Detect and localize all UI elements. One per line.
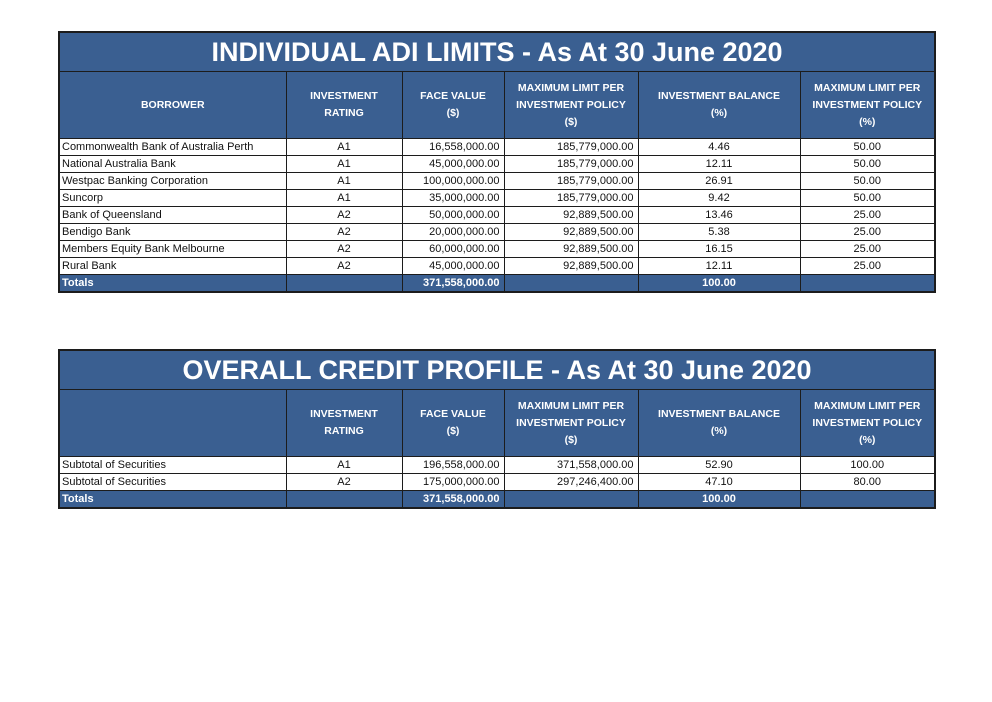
header-investment-rating: INVESTMENT RATING	[286, 390, 402, 457]
rating-cell: A1	[286, 139, 402, 156]
max-limit-cell: 92,889,500.00	[504, 258, 638, 275]
max-limit-cell: 297,246,400.00	[504, 474, 638, 491]
table-row	[59, 241, 935, 258]
header-blank	[59, 390, 286, 457]
borrower-cell: Rural Bank	[59, 258, 286, 275]
max-pct-cell: 25.00	[800, 224, 935, 241]
header-max-limit-percent: MAXIMUM LIMIT PER INVESTMENT POLICY (%)	[800, 390, 935, 457]
max-pct-cell: 25.00	[800, 207, 935, 224]
header-investment-balance: INVESTMENT BALANCE (%)	[638, 72, 800, 139]
face-value-cell: 50,000,000.00	[402, 207, 504, 224]
balance-pct-cell: 13.46	[638, 207, 800, 224]
header-max-limit-percent: MAXIMUM LIMIT PER INVESTMENT POLICY (%)	[800, 72, 935, 139]
max-pct-cell: 50.00	[800, 156, 935, 173]
face-value-cell: 20,000,000.00	[402, 224, 504, 241]
totals-label: Totals	[59, 275, 286, 293]
totals-empty-cell	[286, 275, 402, 293]
face-value-cell: 16,558,000.00	[402, 139, 504, 156]
adi-limits-table	[58, 31, 936, 293]
balance-pct-cell: 12.11	[638, 156, 800, 173]
max-limit-cell: 185,779,000.00	[504, 173, 638, 190]
header-max-limit-dollars: MAXIMUM LIMIT PER INVESTMENT POLICY ($)	[504, 390, 638, 457]
credit-profile-table	[58, 349, 936, 509]
rating-cell: A1	[286, 457, 402, 474]
totals-empty-cell	[504, 275, 638, 293]
totals-empty-cell	[286, 491, 402, 509]
balance-pct-cell: 52.90	[638, 457, 800, 474]
balance-pct-cell: 16.15	[638, 241, 800, 258]
rating-cell: A2	[286, 241, 402, 258]
rating-cell: A2	[286, 474, 402, 491]
max-pct-cell: 80.00	[800, 474, 935, 491]
max-limit-cell: 371,558,000.00	[504, 457, 638, 474]
face-value-cell: 35,000,000.00	[402, 190, 504, 207]
header-face-value: FACE VALUE ($)	[402, 390, 504, 457]
header-face-value: FACE VALUE ($)	[402, 72, 504, 139]
totals-row	[59, 275, 935, 293]
max-pct-cell: 100.00	[800, 457, 935, 474]
balance-pct-cell: 4.46	[638, 139, 800, 156]
totals-face-value: 371,558,000.00	[402, 491, 504, 509]
face-value-cell: 175,000,000.00	[402, 474, 504, 491]
balance-pct-cell: 47.10	[638, 474, 800, 491]
borrower-cell: National Australia Bank	[59, 156, 286, 173]
rating-cell: A2	[286, 258, 402, 275]
max-pct-cell: 25.00	[800, 241, 935, 258]
borrower-cell: Bendigo Bank	[59, 224, 286, 241]
max-limit-cell: 92,889,500.00	[504, 207, 638, 224]
totals-empty-cell	[800, 275, 935, 293]
face-value-cell: 196,558,000.00	[402, 457, 504, 474]
balance-pct-cell: 9.42	[638, 190, 800, 207]
rating-cell: A2	[286, 207, 402, 224]
balance-pct-cell: 12.11	[638, 258, 800, 275]
header-investment-rating: INVESTMENT RATING	[286, 72, 402, 139]
header-borrower: BORROWER	[59, 72, 286, 139]
max-limit-cell: 185,779,000.00	[504, 156, 638, 173]
table-row	[59, 173, 935, 190]
table-row	[59, 190, 935, 207]
subtotal-label-cell: Subtotal of Securities	[59, 474, 286, 491]
balance-pct-cell: 26.91	[638, 173, 800, 190]
max-pct-cell: 50.00	[800, 139, 935, 156]
max-pct-cell: 50.00	[800, 173, 935, 190]
header-investment-balance: INVESTMENT BALANCE (%)	[638, 390, 800, 457]
balance-pct-cell: 5.38	[638, 224, 800, 241]
rating-cell: A1	[286, 156, 402, 173]
totals-empty-cell	[504, 491, 638, 509]
totals-empty-cell	[800, 491, 935, 509]
borrower-cell: Commonwealth Bank of Australia Perth	[59, 139, 286, 156]
table-row	[59, 139, 935, 156]
table-row	[59, 474, 935, 491]
max-limit-cell: 92,889,500.00	[504, 241, 638, 258]
max-pct-cell: 25.00	[800, 258, 935, 275]
face-value-cell: 60,000,000.00	[402, 241, 504, 258]
adi-limits-title: INDIVIDUAL ADI LIMITS - As At 30 June 2020	[59, 32, 935, 72]
table-row	[59, 258, 935, 275]
max-limit-cell: 185,779,000.00	[504, 139, 638, 156]
totals-balance-pct: 100.00	[638, 275, 800, 293]
table-row	[59, 224, 935, 241]
max-pct-cell: 50.00	[800, 190, 935, 207]
borrower-cell: Westpac Banking Corporation	[59, 173, 286, 190]
borrower-cell: Members Equity Bank Melbourne	[59, 241, 286, 258]
face-value-cell: 100,000,000.00	[402, 173, 504, 190]
table-row	[59, 207, 935, 224]
rating-cell: A2	[286, 224, 402, 241]
table-row	[59, 457, 935, 474]
max-limit-cell: 92,889,500.00	[504, 224, 638, 241]
max-limit-cell: 185,779,000.00	[504, 190, 638, 207]
credit-profile-title: OVERALL CREDIT PROFILE - As At 30 June 2020	[59, 350, 935, 390]
borrower-cell: Bank of Queensland	[59, 207, 286, 224]
rating-cell: A1	[286, 173, 402, 190]
subtotal-label-cell: Subtotal of Securities	[59, 457, 286, 474]
face-value-cell: 45,000,000.00	[402, 156, 504, 173]
totals-row	[59, 491, 935, 509]
table-row	[59, 156, 935, 173]
face-value-cell: 45,000,000.00	[402, 258, 504, 275]
totals-balance-pct: 100.00	[638, 491, 800, 509]
header-max-limit-dollars: MAXIMUM LIMIT PER INVESTMENT POLICY ($)	[504, 72, 638, 139]
totals-label: Totals	[59, 491, 286, 509]
totals-face-value: 371,558,000.00	[402, 275, 504, 293]
borrower-cell: Suncorp	[59, 190, 286, 207]
rating-cell: A1	[286, 190, 402, 207]
